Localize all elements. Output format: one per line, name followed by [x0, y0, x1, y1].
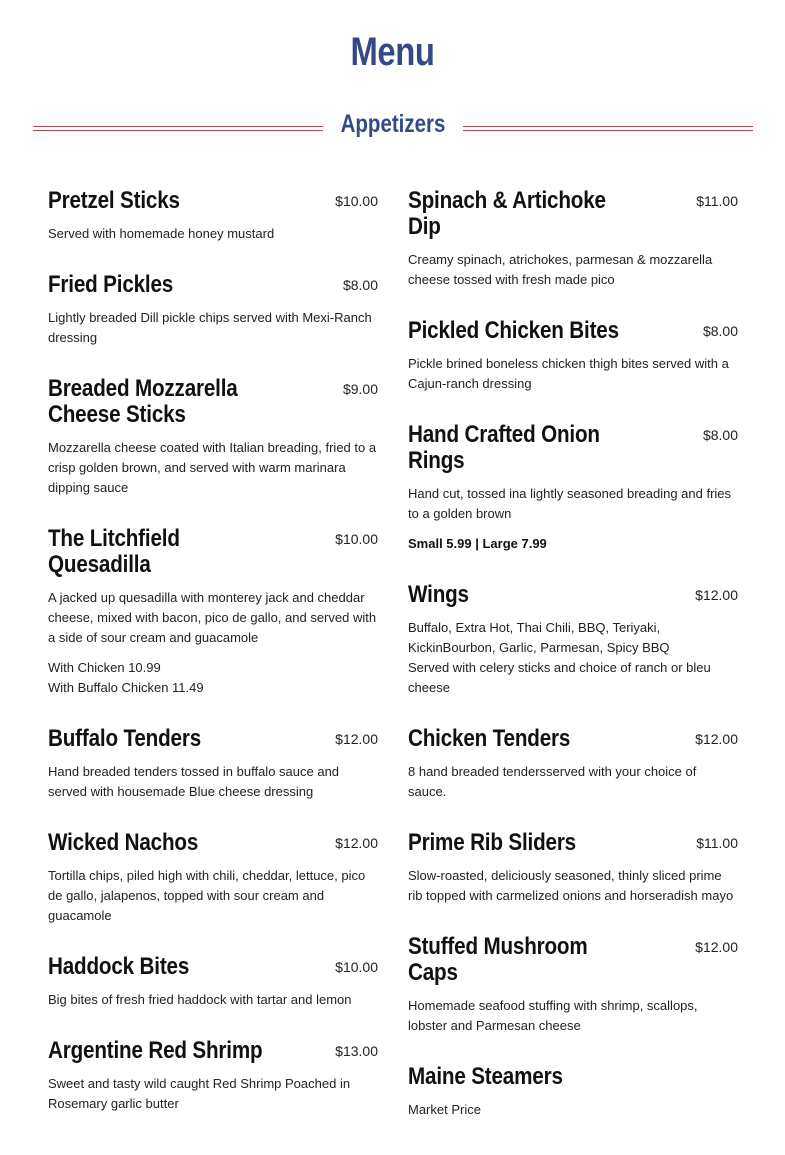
item-name: Pretzel Sticks — [48, 187, 180, 214]
menu-item — [48, 376, 378, 498]
item-name: Maine Steamers — [408, 1063, 563, 1090]
item-name: Fried Pickles — [48, 271, 174, 298]
item-price: $13.00 — [335, 1043, 378, 1059]
menu-item — [48, 272, 378, 348]
item-name: Stuffed Mushroom Caps — [408, 933, 588, 986]
menu-item — [408, 726, 738, 802]
item-description: Tortilla chips, piled high with chili, cheddar, lettuce, pico de gallo, jalapenos, topped with sour cream and guacamole — [48, 868, 366, 923]
item-price: $12.00 — [335, 731, 378, 747]
item-price: $11.00 — [696, 835, 738, 851]
item-description — [408, 618, 738, 698]
menu-item — [408, 934, 738, 1036]
menu-item — [408, 830, 738, 906]
wing-sides: Served with celery sticks and choice of ranch or bleu cheese — [408, 660, 711, 695]
item-price: $11.00 — [696, 193, 738, 209]
menu-title: Menu — [350, 30, 435, 74]
menu-item — [48, 188, 378, 244]
item-name: Chicken Tenders — [408, 725, 571, 752]
right-column — [408, 188, 738, 1148]
menu-item — [48, 954, 378, 1010]
item-price: $8.00 — [702, 427, 738, 443]
item-description: Creamy spinach, atrichokes, parmesan & mozzarella cheese tossed with fresh made pico — [408, 252, 713, 287]
menu-item — [408, 1064, 738, 1120]
menu-item — [408, 582, 738, 698]
menu-item — [408, 422, 738, 554]
menu-item — [48, 830, 378, 926]
item-description: 8 hand breaded tendersserved with your choice of sauce. — [408, 764, 697, 799]
item-price: $12.00 — [695, 587, 738, 603]
item-description: A jacked up quesadilla with monterey jack and cheddar cheese, mixed with bacon, pico de gallo, and served with a side of sour cream and guacamole — [48, 590, 377, 645]
item-option: With Buffalo Chicken 11.49 — [48, 680, 204, 695]
item-name: Wicked Nachos — [48, 829, 199, 856]
item-description: Hand cut, tossed ina lightly seasoned breading and fries to a golden brown — [408, 486, 732, 521]
item-size-prices: Small 5.99 | Large 7.99 — [408, 536, 547, 551]
item-description: Big bites of fresh fried haddock with tartar and lemon — [48, 992, 352, 1007]
item-price: $12.00 — [695, 939, 738, 955]
item-name: Argentine Red Shrimp — [48, 1037, 263, 1064]
item-description: Mozzarella cheese coated with Italian breading, fried to a crisp golden brown, and served with warm marinara dipping sauce — [48, 440, 377, 495]
item-price: $10.00 — [335, 959, 378, 975]
section-rule-right — [463, 126, 753, 127]
item-description: Lightly breaded Dill pickle chips served with Mexi-Ranch dressing — [48, 310, 372, 345]
item-name: Spinach & Artichoke Dip — [408, 187, 606, 240]
item-name: Hand Crafted Onion Rings — [408, 421, 600, 474]
item-price: $10.00 — [335, 193, 378, 209]
item-description: Sweet and tasty wild caught Red Shrimp Poached in Rosemary garlic butter — [48, 1076, 351, 1111]
item-description: Served with homemade honey mustard — [48, 226, 275, 241]
item-name: Haddock Bites — [48, 953, 190, 980]
menu-item — [48, 726, 378, 802]
item-price: $12.00 — [695, 731, 738, 747]
left-column — [48, 188, 378, 1142]
item-price: $10.00 — [335, 531, 378, 547]
section-header — [33, 110, 753, 144]
item-option: With Chicken 10.99 — [48, 660, 161, 675]
item-description: Market Price — [408, 1102, 481, 1117]
item-price: $8.00 — [342, 277, 378, 293]
item-description: Slow-roasted, deliciously seasoned, thinly sliced prime rib topped with carmelized onions and horseradish mayo — [408, 868, 734, 903]
section-title: Appetizers — [340, 110, 446, 138]
item-description: Homemade seafood stuffing with shrimp, scallops, lobster and Parmesan cheese — [408, 998, 698, 1033]
item-name: The Litchfield Quesadilla — [48, 525, 180, 578]
wing-flavors: Buffalo, Extra Hot, Thai Chili, BBQ, Teriyaki, KickinBourbon, Garlic, Parmesan, Spicy BBQ — [408, 620, 670, 655]
item-price: $9.00 — [342, 381, 378, 397]
menu-item — [408, 188, 738, 290]
item-price: $8.00 — [702, 323, 738, 339]
item-description: Hand breaded tenders tossed in buffalo sauce and served with housemade Blue cheese dressing — [48, 764, 340, 799]
item-description: Pickle brined boneless chicken thigh bites served with a Cajun-ranch dressing — [408, 356, 729, 391]
menu-item — [48, 1038, 378, 1114]
item-name: Prime Rib Sliders — [408, 829, 576, 856]
item-name: Breaded Mozzarella Cheese Sticks — [48, 375, 238, 428]
item-name: Buffalo Tenders — [48, 725, 201, 752]
item-price: $12.00 — [335, 835, 378, 851]
item-name: Pickled Chicken Bites — [408, 317, 619, 344]
item-options — [48, 658, 378, 698]
menu-item — [408, 318, 738, 394]
item-name: Wings — [408, 581, 469, 608]
menu-item — [48, 526, 378, 698]
